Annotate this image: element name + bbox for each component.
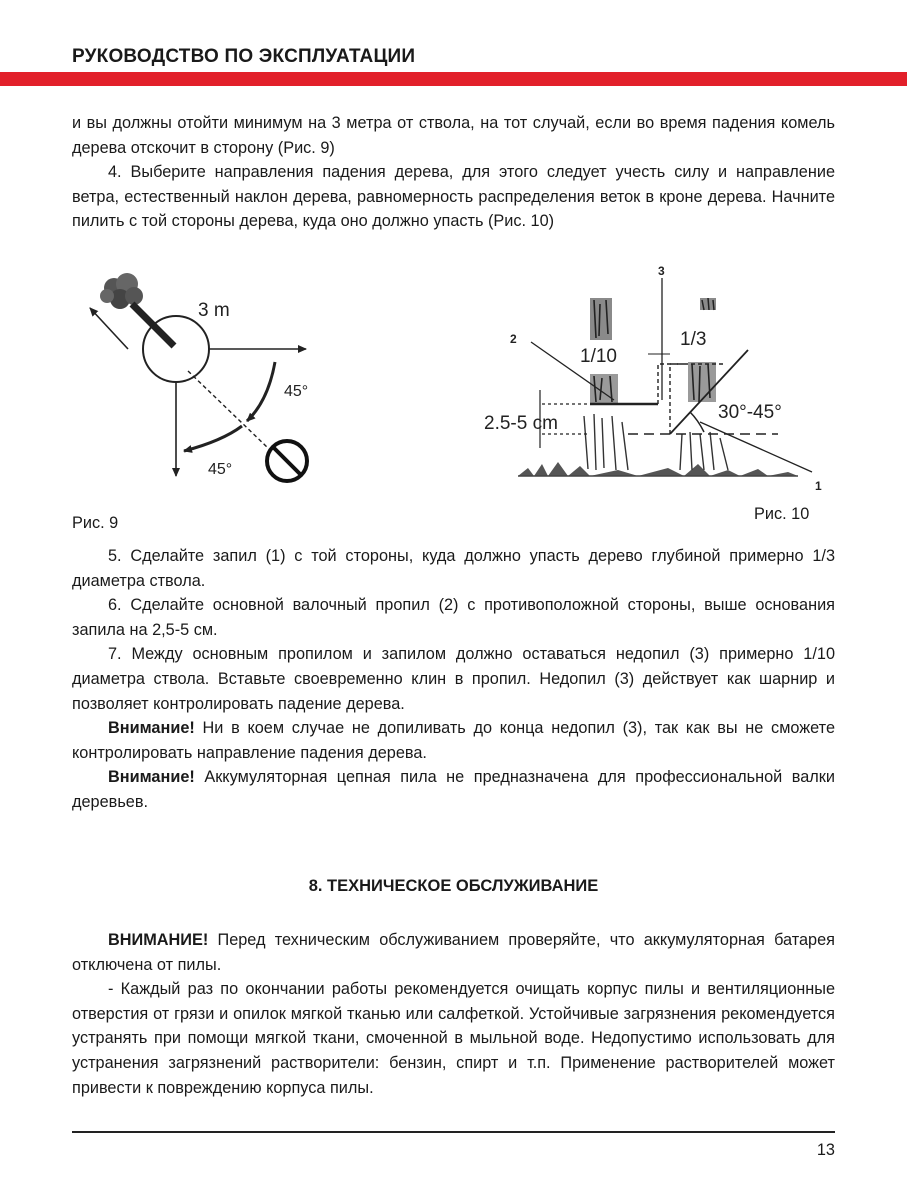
maintenance-text bbox=[72, 928, 835, 1100]
steps-text bbox=[72, 544, 835, 815]
safety-radius-circle bbox=[143, 316, 209, 382]
callout-3-number: 3 bbox=[658, 264, 665, 278]
fall-direction-arrow bbox=[90, 308, 128, 349]
warning-2 bbox=[72, 765, 835, 814]
tree-crown-icon bbox=[100, 273, 143, 309]
page-number: 13 bbox=[816, 1141, 835, 1159]
figure-9-caption: Рис. 9 bbox=[72, 514, 119, 532]
header-title: РУКОВОДСТВО ПО ЭКСПЛУАТАЦИИ bbox=[72, 46, 416, 67]
prohibited-sign-icon bbox=[267, 441, 307, 481]
figure-9 bbox=[72, 266, 332, 496]
fraction-1-3-label: 1/3 bbox=[680, 329, 707, 350]
cleaning-instructions: - Каждый раз по окончании работы рекомендуется очищать корпус пилы и вентиляционные отверстия от грязи и опилок мягкой тканью или салфеткой. Устойчивые загрязнения рекомендуется устранять при помощи мягкой ткани, смоченной в мыльной воде. Недопустимо использовать для устранения загрязнений растворители: бензин, спирт и т.п. Применение растворителей может привести к повреждению корпуса пилы. bbox=[72, 980, 835, 1097]
angle-upper-label: 45° bbox=[284, 383, 309, 400]
maintenance-warning-label: ВНИМАНИЕ! bbox=[108, 931, 209, 949]
warning-2-text: Аккумуляторная цепная пила не предназначена для профессиональной валки деревьев. bbox=[72, 768, 835, 811]
step-6: 6. Сделайте основной валочный пропил (2) с противоположной стороны, выше основания запила на 2,5-5 см. bbox=[72, 596, 835, 639]
lower-angle-arc bbox=[184, 426, 242, 451]
upper-angle-arc bbox=[247, 362, 275, 421]
figure-10 bbox=[478, 264, 838, 504]
step-7: 7. Между основным пропилом и запилом должно оставаться недопил (3) примерно 1/10 диаметра ствола. Вставьте своевременно клин в пропил. Недопил (3) действует как шарнир и позволяет контролировать падение дерева. bbox=[72, 645, 835, 713]
callout-1-number: 1 bbox=[815, 479, 822, 493]
step-4: 4. Выберите направления падения дерева, для этого следует учесть силу и направление ветра, естественный наклон дерева, равномерность распределения веток в кроне дерева. Начните пилить с той стороны дерева, куда оно должно упасть (Рис. 10) bbox=[72, 163, 835, 231]
fraction-1-10-label: 1/10 bbox=[580, 346, 617, 367]
header-band bbox=[0, 72, 907, 86]
warning-1 bbox=[72, 716, 835, 765]
maintenance-warning-text: Перед техническим обслуживанием проверяйте, что аккумуляторная батарея отключена от пилы. bbox=[72, 931, 835, 974]
notch-angle-arc bbox=[690, 412, 704, 432]
warning-2-label: Внимание! bbox=[108, 768, 195, 787]
intro-continuation: и вы должны отойти минимум на 3 метра от ствола, на тот случай, если во время падения комель дерева отскочит в сторону (Рис. 9) bbox=[72, 114, 835, 157]
distance-label: 3 m bbox=[198, 300, 230, 321]
intro-text bbox=[72, 111, 835, 234]
angle-range-label: 30°-45° bbox=[718, 402, 782, 423]
maintenance-warning bbox=[72, 928, 835, 977]
ground-grass bbox=[518, 462, 798, 476]
right-trunk-section bbox=[680, 298, 728, 470]
callout-1-leader bbox=[700, 422, 812, 472]
section-title: 8. ТЕХНИЧЕСКОЕ ОБСЛУЖИВАНИЕ bbox=[308, 877, 599, 895]
height-range-label: 2.5-5 cm bbox=[484, 413, 558, 434]
footer-divider bbox=[72, 1131, 835, 1133]
callout-2-number: 2 bbox=[510, 332, 517, 346]
warning-1-label: Внимание! bbox=[108, 719, 195, 738]
angle-lower-label: 45° bbox=[208, 461, 233, 478]
figure-10-caption: Рис. 10 bbox=[754, 505, 810, 523]
step-5: 5. Сделайте запил (1) с той стороны, куда должно упасть дерево глубиной примерно 1/3 диаметра ствола. bbox=[72, 547, 835, 590]
warning-1-text: Ни в коем случае не допиливать до конца недопил (3), так как вы не сможете контролировать направление падения дерева. bbox=[72, 719, 835, 762]
